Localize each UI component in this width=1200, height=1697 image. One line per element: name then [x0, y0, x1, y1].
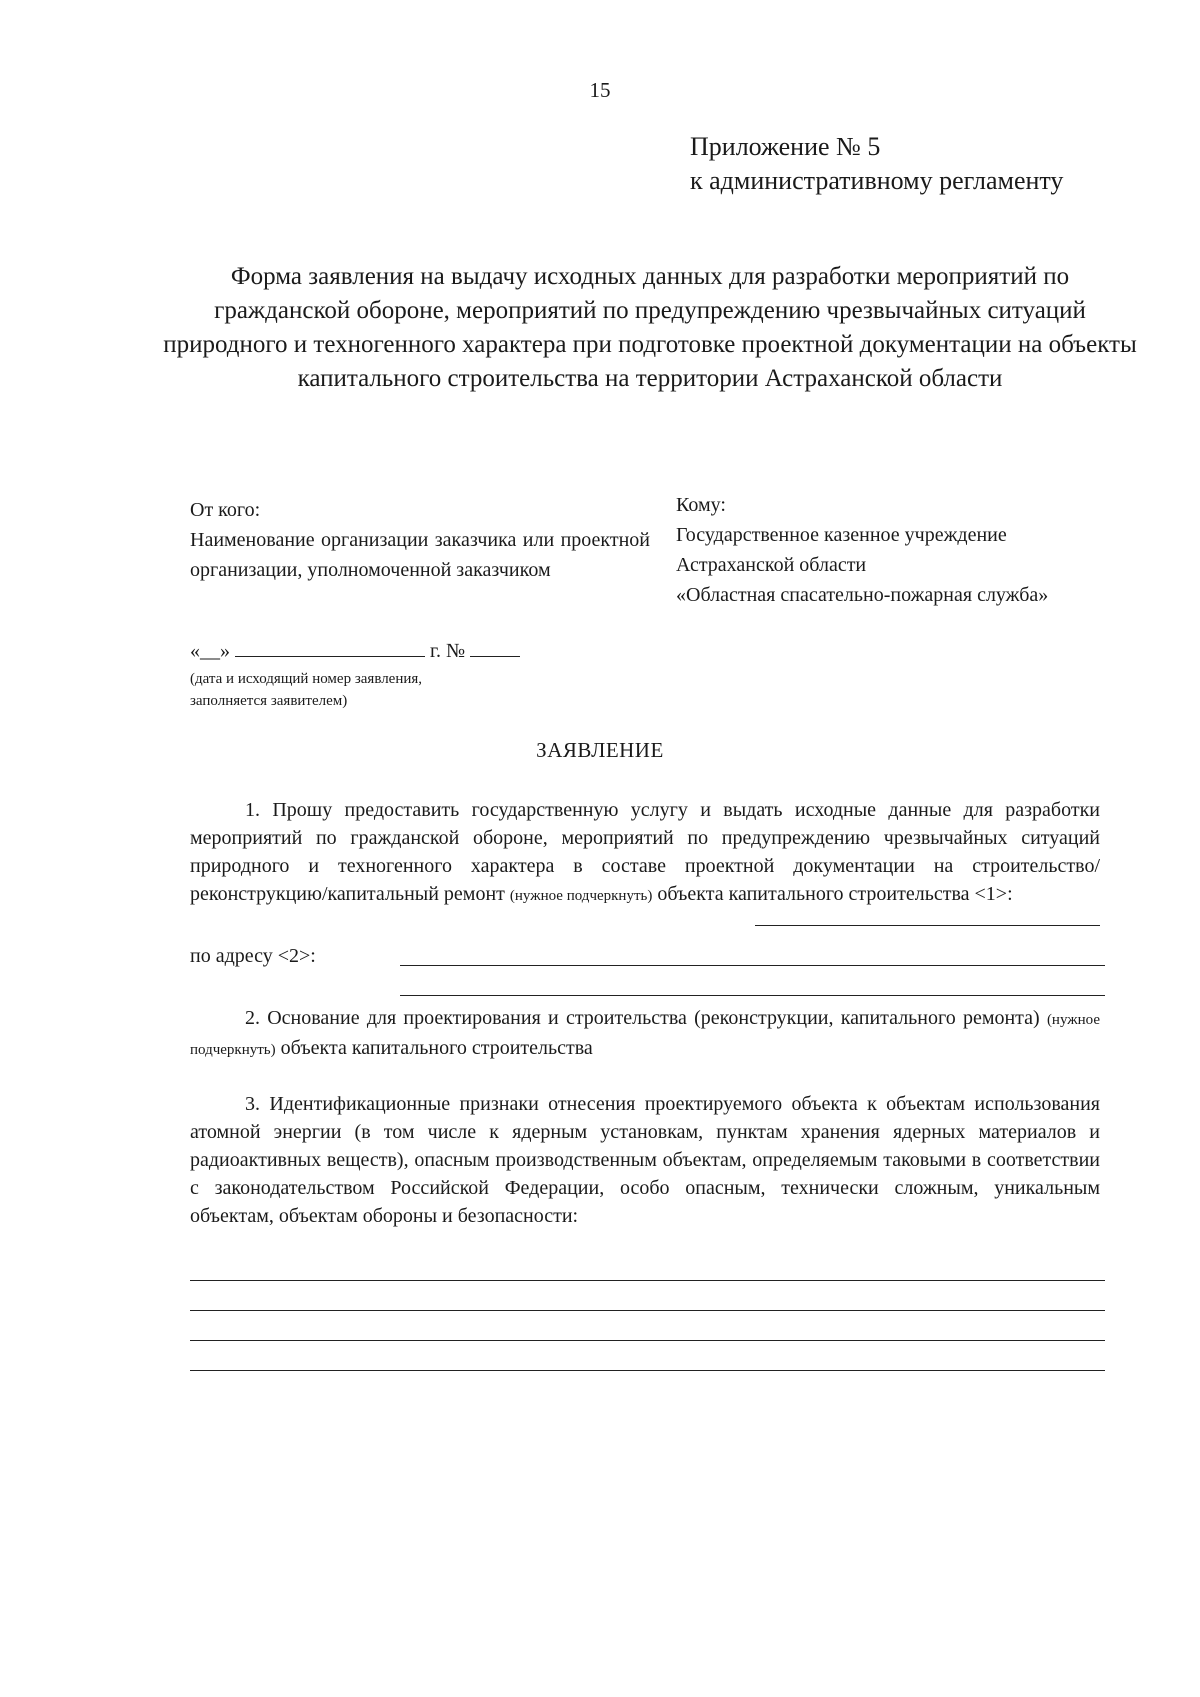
date-month-blank[interactable] — [235, 638, 425, 657]
item-3-paragraph — [190, 1090, 1100, 1230]
address-blank-1[interactable] — [400, 965, 1105, 966]
outgoing-number-blank[interactable] — [470, 638, 520, 657]
item-3-text: 3. Идентификационные признаки отнесения проектируемого объекта к объектам использования атомной энергии (в том числе к ядерным установкам, пунктам хранения ядерных материалов и радиоактивных веществ), опасным производственным объектам, определяемым таковыми в соответствии с законодательством Российской Федерации, особо опасным, технически сложным, уникальным объектам, объектам обороны и безопасности: — [190, 1093, 1100, 1227]
recipient-line-2: Астраханской области — [676, 554, 867, 576]
date-number-line — [190, 638, 520, 663]
page-number: 15 — [589, 78, 611, 102]
statement-heading: ЗАЯВЛЕНИЕ — [536, 738, 664, 762]
address-blank-2[interactable] — [400, 995, 1105, 996]
identification-blank-2[interactable] — [190, 1310, 1105, 1311]
form-title: Форма заявления на выдачу исходных данных для разработки мероприятий по гражданской обороне, мероприятий по предупреждению чрезвычайных ситуаций природного и техногенного характера при подготовке проектной документации на объекты капитального строительства на территории Астраханской области — [163, 263, 1137, 392]
identification-blank-3[interactable] — [190, 1340, 1105, 1341]
identification-blank-1[interactable] — [190, 1280, 1105, 1281]
address-label: по адресу <2>: — [190, 945, 316, 967]
appendix-title: Приложение № 5 — [690, 132, 881, 161]
date-hint — [190, 668, 422, 712]
appendix-header — [690, 130, 1063, 198]
sender-label: От кого: — [190, 499, 261, 521]
date-hint-line-2: заполняется заявителем) — [190, 693, 348, 709]
recipient-line-1: Государственное казенное учреждение — [676, 524, 1007, 546]
date-hint-line-1: (дата и исходящий номер заявления, — [190, 671, 423, 687]
item-1-note: (нужное подчеркнуть) — [509, 888, 653, 904]
item-2-text: 2. Основание для проектирования и строительства (реконструкции, капитального ремонта) — [245, 1007, 1040, 1029]
item-2-note: (нужное подчеркнуть) — [190, 1012, 1100, 1058]
item-2-paragraph — [190, 1004, 1100, 1064]
item-1-text: 1. Прошу предоставить государственную услугу и выдать исходные данные для разработки мероприятий по гражданской обороне, мероприятий по предупреждению чрезвычайных ситуаций природного и техногенного характера в составе проектной документации на строительство/реконструкцию/капитальный ремонт — [190, 799, 1100, 905]
sender-text: Наименование организации заказчика или проектной организации, уполномоченной заказчиком — [190, 529, 650, 581]
year-number-label: г. № — [430, 640, 466, 662]
object-name-blank[interactable] — [755, 925, 1100, 926]
recipient-line-3: «Областная спасательно-пожарная служба» — [676, 584, 1049, 606]
recipient-block — [676, 490, 1156, 610]
item-1-tail: объекта капитального строительства <1>: — [657, 883, 1013, 905]
item-1-paragraph — [190, 796, 1100, 910]
item-2-tail: объекта капитального строительства — [280, 1037, 593, 1059]
sender-block — [190, 495, 650, 585]
identification-blank-4[interactable] — [190, 1370, 1105, 1371]
appendix-subtitle: к административному регламенту — [690, 166, 1064, 195]
date-day-field: «__» — [190, 640, 230, 662]
recipient-label: Кому: — [676, 494, 726, 516]
